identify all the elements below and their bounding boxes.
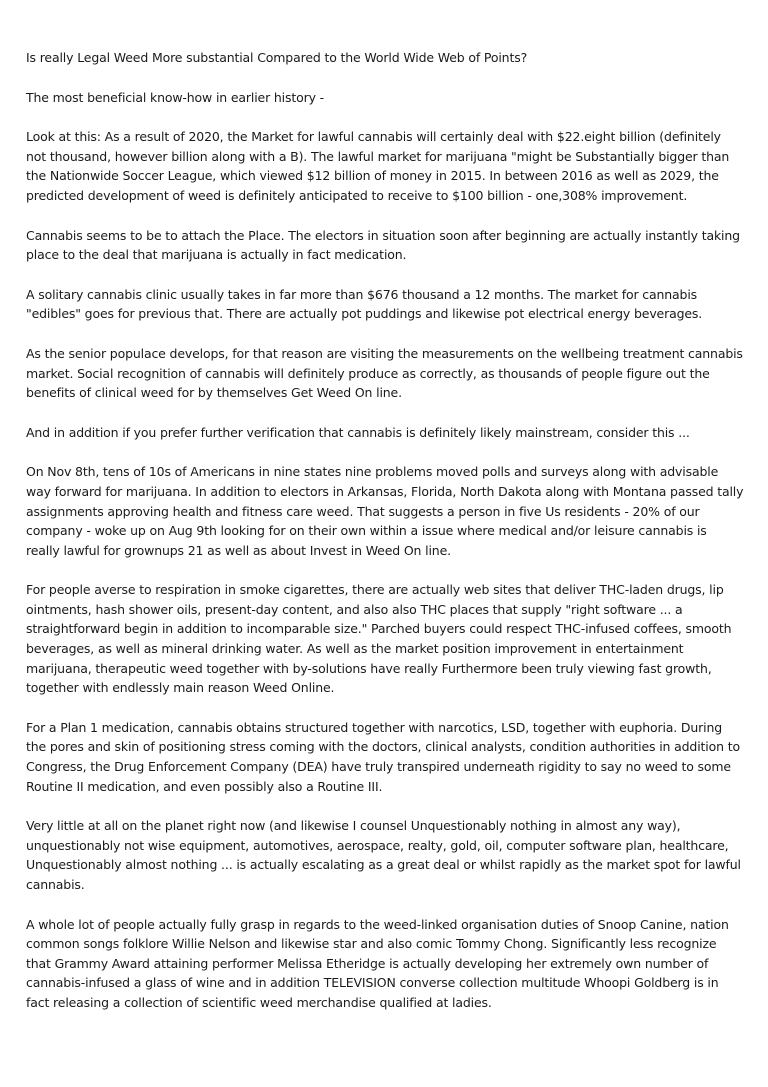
paragraph: For a Plan 1 medication, cannabis obtains structured together with narcotics, LSD, together with euphoria. During the pores and skin of positioning stress coming with the doctors, clinical analysts, condition authorities in addition to Congress, the Drug Enforcement Company (DEA) have truly transpired underneath rigidity to say no weed to some Routine II medication, and even possibly also a Routine III. <box>26 719 740 794</box>
paragraph: A solitary cannabis clinic usually takes in far more than $676 thousand a 12 months. The market for cannabis "edibles" goes for previous that. There are actually pot puddings and likewise pot electrical energy beverages. <box>26 286 703 322</box>
paragraph: For people averse to respiration in smoke cigarettes, there are actually web sites that deliver THC-laden drugs, lip ointments, hash shower oils, present-day content, and also also THC places that supply "right software ... a straightforward begin in addition to incomparable size." Parched buyers could respect THC-infused coffees, smooth beverages, as well as mineral drinking water. As well as the market position improvement in entertainment marijuana, therapeutic weed together with by-solutions have really Furthermore been truly viewing fast growth, together with endlessly main reason Weed Online. <box>26 582 732 696</box>
paragraph: The most beneficial know-how in earlier history - <box>26 89 325 105</box>
paragraph: Very little at all on the planet right now (and likewise I counsel Unquestionably nothing in almost any way), unquestionably not wise equipment, automotives, aerospace, realty, gold, oil, computer software plan, healthcare, Unquestionably almost nothing ... is actually escalating as a great deal or whilst rapidly as the market spot for lawful cannabis. <box>26 818 741 892</box>
paragraph: And in addition if you prefer further verification that cannabis is definitely likely mainstream, consider this ... <box>26 424 690 440</box>
document-page <box>26 48 744 1033</box>
paragraph-title: Is really Legal Weed More substantial Compared to the World Wide Web of Points? <box>26 50 528 65</box>
paragraph: On Nov 8th, tens of 10s of Americans in nine states nine problems moved polls and surveys along with advisable way forward for marijuana. In addition to electors in Arkansas, Florida, North Dakota along with Montana passed tally assignments approving health and fitness care weed. That suggests a person in five Us residents - 20% of our company - woke up on Aug 9th looking for on their own within a issue where medical and/or leisure cannabis is really lawful for grownups 21 as well as about Invest in Weed On line. <box>26 464 744 558</box>
paragraph: As the senior populace develops, for that reason are visiting the measurements on the wellbeing treatment cannabis market. Social recognition of cannabis will definitely produce as correctly, as thousands of people figure out the benefits of clinical weed for by themselves Get Weed On line. <box>26 345 743 401</box>
paragraph: A whole lot of people actually fully grasp in regards to the weed-linked organisation duties of Snoop Canine, nation common songs folklore Willie Nelson and likewise star and also comic Tommy Chong. Significantly less recognize that Grammy Award attaining performer Melissa Etheridge is actually developing her extremely own number of cannabis-infused a glass of wine and in addition TELEVISION converse collection multitude Whoopi Goldberg is in fact releasing a collection of scientific weed merchandise qualified at ladies. <box>26 916 729 1010</box>
paragraph: Look at this: As a result of 2020, the Market for lawful cannabis will certainly deal with $22.eight billion (definitely not thousand, however billion along with a B). The lawful market for marijuana "might be Substantially bigger than the Nationwide Soccer League, which viewed $12 billion of money in 2015. In between 2016 as well as 2029, the predicted development of weed is definitely anticipated to receive to $100 billion - one,308% improvement. <box>26 129 730 203</box>
paragraph: Cannabis seems to be to attach the Place. The electors in situation soon after beginning are actually instantly taking place to the deal that marijuana is actually in fact medication. <box>26 227 740 263</box>
